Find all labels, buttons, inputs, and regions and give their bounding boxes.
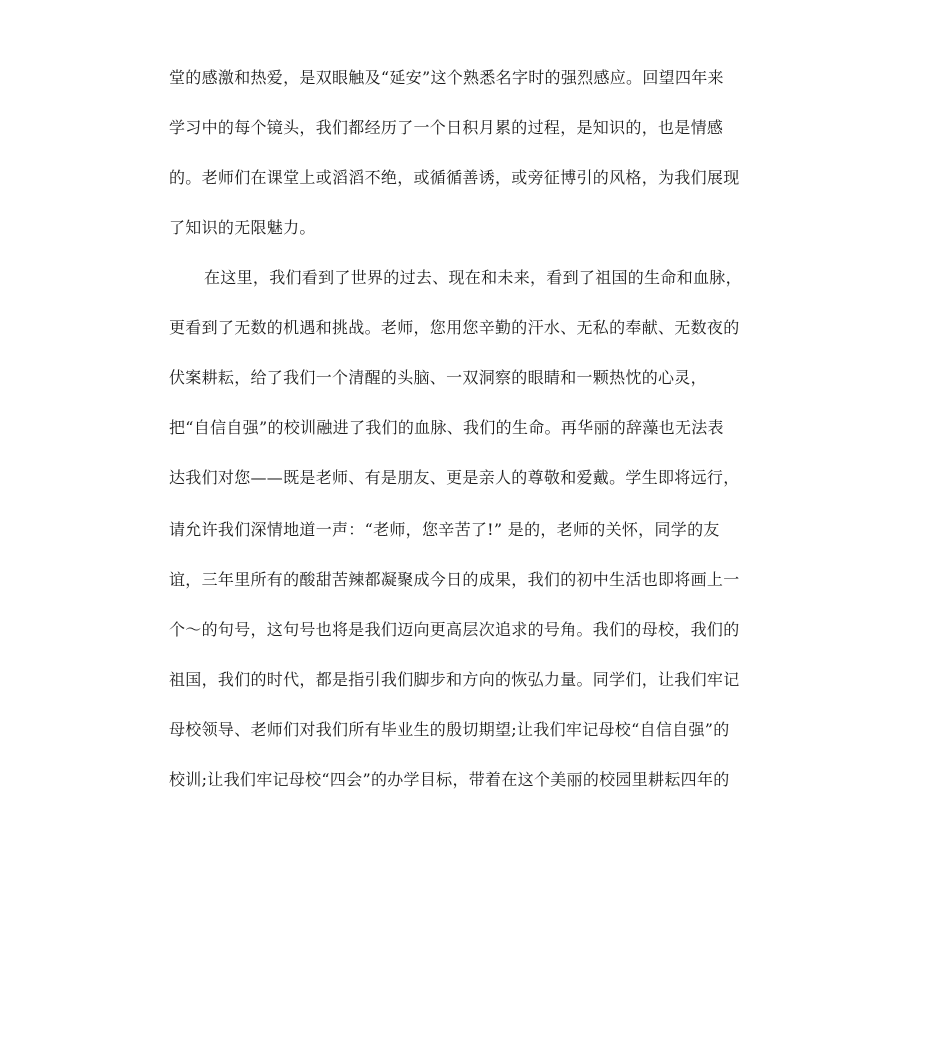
text-line: 堂的感激和热爱，是双眼触及“延安”这个熟悉名字时的强烈感应。回望四年来 xyxy=(169,68,724,87)
text-line: 校训;让我们牢记母校“四会”的办学目标，带着在这个美丽的校园里耕耘四年的 xyxy=(169,770,730,789)
text-line: 个～的句号，这句号也将是我们迈向更高层次追求的号角。我们的母校，我们的 xyxy=(169,620,740,639)
text-line: 谊，三年里所有的酸甜苦辣都凝聚成今日的成果，我们的初中生活也即将画上一 xyxy=(169,570,740,589)
paragraph-first-line: 在这里，我们看到了世界的过去、现在和未来，看到了祖国的生命和血脉， xyxy=(204,268,742,287)
text-line: 伏案耕耘，给了我们一个清醒的头脑、一双洞察的眼睛和一颗热忱的心灵， xyxy=(169,368,707,387)
text-line: 学习中的每个镜头，我们都经历了一个日积月累的过程，是知识的，也是情感 xyxy=(169,118,724,137)
text-line: 了知识的无限魅力。 xyxy=(169,218,316,237)
text-line: 把“自信自强”的校训融进了我们的血脉、我们的生命。再华丽的辞藻也无法表 xyxy=(169,418,724,437)
text-line: 母校领导、老师们对我们所有毕业生的殷切期望;让我们牢记母校“自信自强”的 xyxy=(169,720,730,739)
text-line: 请允许我们深情地道一声：“老师，您辛苦了!” 是的，老师的关怀，同学的友 xyxy=(169,520,720,539)
text-line: 达我们对您——既是老师、有是朋友、更是亲人的尊敬和爱戴。学生即将远行， xyxy=(169,468,740,487)
text-line: 的。老师们在课堂上或滔滔不绝，或循循善诱，或旁征博引的风格，为我们展现 xyxy=(169,168,740,187)
text-line: 祖国，我们的时代，都是指引我们脚步和方向的恢弘力量。同学们，让我们牢记 xyxy=(169,670,740,689)
text-line: 更看到了无数的机遇和挑战。老师，您用您辛勤的汗水、无私的奉献、无数夜的 xyxy=(169,318,740,337)
